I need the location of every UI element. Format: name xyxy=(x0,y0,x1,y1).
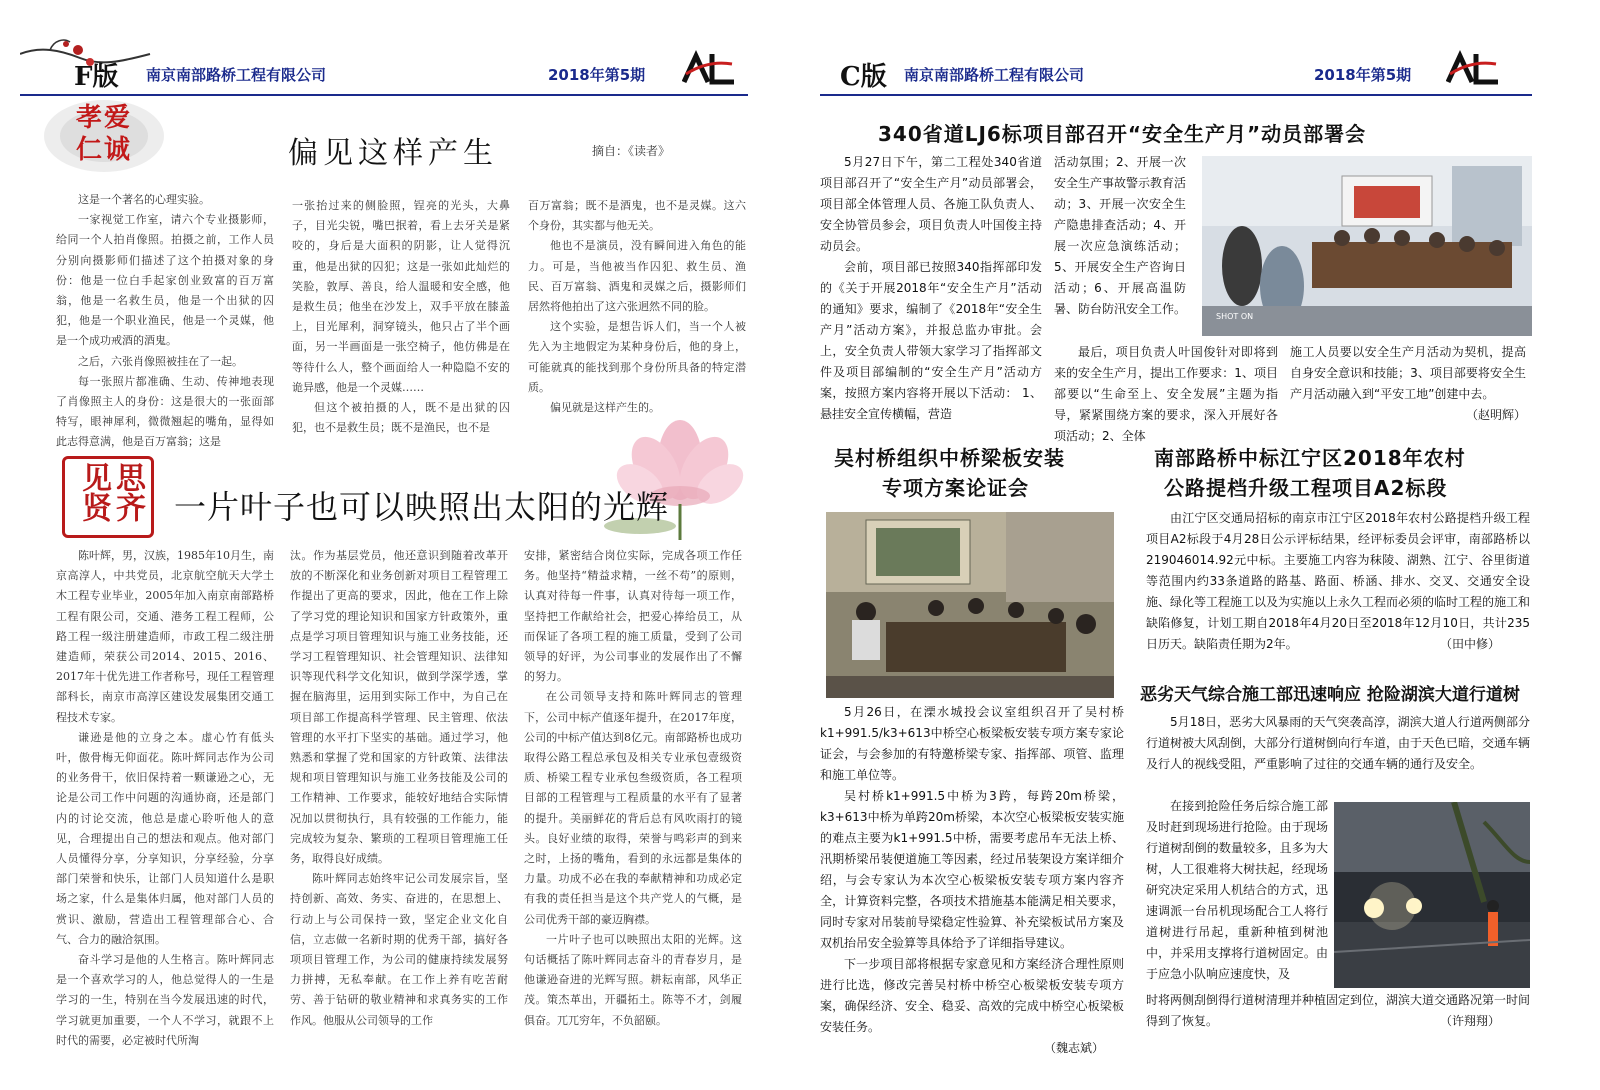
paragraph: 5月27日下午，第二工程处340省道项目部召开了“安全生产月”动员部署会，项目部全体管理人员、各施工队负责人、安全协管员参会，项目负责人叶国俊主持动员会。 xyxy=(820,155,1042,253)
paragraph: 时将两侧刮倒得行道树清理并种植固定到位，湖滨大道交通路况第一时间得到了恢复。 xyxy=(1146,993,1531,1028)
signature: （魏志斌） xyxy=(1043,1041,1104,1055)
paragraph: 这个实验，是想告诉人们，当一个人被先入为主地假定为某种身份后，他的身上，可能就真的能找到那个身份所具备的特定潜质。 xyxy=(528,320,746,394)
article3-body xyxy=(1146,508,1530,655)
article-title: 偏见这样产生 xyxy=(288,136,498,171)
issue-number: 2018年第5期 xyxy=(1314,66,1412,84)
paragraph: 会前，项目部已按照340指挥部印发的《关于开展2018年“安全生产月”活动的通知》要求，编制了《2018年“安全生产月”活动方案》，并报总监办审批。会上，安全负责人带领大家学习了指挥部文件及项目部编制的“安全生产月”活动方案，按照方案内容将开展以下活动： 1、悬挂安全宣传横幅，营造 xyxy=(820,260,1042,421)
article-source: 摘自：《读者》 xyxy=(592,144,671,158)
seal-text: 孝爱仁诚 xyxy=(76,103,133,165)
paragraph: 之后，六张肖像照被挂在了一起。 xyxy=(78,354,243,368)
signature: （赵明辉） xyxy=(1465,408,1526,422)
paragraph: 一家视觉工作室，请六个专业摄影师，给同一个人拍肖像照。拍摄之前，工作人员分别向摄影师们描述了这个拍摄对象的身份：他是一位白手起家创业致富的百万富翁，他是一名救生员，他是一个出狱的囚犯，他是一个职业渔民，他是一个灵媒，他是一个成功戒酒的酒鬼。 xyxy=(56,213,274,348)
paragraph: 在接到抢险任务后综合施工部及时赶到现场进行抢险。由于现场行道树刮倒的数量较多，且多为大树，人工很难将大树扶起，经现场研究决定采用人机结合的方式，迅速调派一台吊机现场配合工人将行道树进行吊起，重新种植到树池中，并采用支撑将行道树固定。由于应急小队响应速度快，及 xyxy=(1146,799,1328,981)
paragraph: 最后，项目负责人叶国俊针对即将到来的安全生产月，提出工作要求：1、项目部要以“生命至上、安全发展”主题为指导，紧紧围绕方案的要求，深入开展好各项活动；2、全体 xyxy=(1054,345,1278,443)
paragraph: 陈叶辉同志始终牢记公司发展宗旨，坚持创新、高效、务实、奋进的，在思想上、行动上与公司保持一致，坚定企业文化自信，立志做一名新时期的优秀干部，搞好各项项目管理工作，为公司的健康持续发展努力拼搏，无私奉献。在工作上养有吃苦耐劳、善于钻研的敬业精神和求真务实的工作作风。他服从公司领导的工作 xyxy=(290,872,508,1027)
article2-column-2 xyxy=(290,546,508,1031)
article-title: 340省道LJ6标项目部召开“安全生产月”动员部署会 xyxy=(878,122,1367,146)
paragraph: 5月26日，在溧水城投会议室组织召开了吴村桥k1+991.5/k3+613中桥空心板梁板安装专项方案专家论证会，与会参加的有特邀桥梁专家、指挥部、项管、监理和施工单位等。 xyxy=(820,705,1124,782)
article-title: 恶劣天气综合施工部迅速响应 抢险湖滨大道行道树 xyxy=(1140,685,1520,705)
paragraph: 由江宁区交通局招标的南京市江宁区2018年农村公路提档升级工程项目A2标段于4月28日公示评标结果，经评标委员会评审，南部路桥以219046014.92元中标。主要施工内容为秣陵、湖熟、江宁、谷里街道等范围内约33条道路的路基、路面、桥涵、排水、交叉、交通安全设施、绿化等工程施工以及为实施以上永久工程而必须的临时工程的施工和缺陷修复，计划工期自2018年4月20日至2018年12月10日，共计235日历天。缺陷责任期为2年。 xyxy=(1146,511,1531,651)
night-rescue-photo xyxy=(1334,802,1530,988)
paragraph: 5月18日，恶劣大风暴雨的天气突袭高淳，湖滨大道人行道两侧部分行道树被大风刮倒，大部分行道树倒向行车道，由于天色已暗，交通车辆及行人的视线受阻，严重影响了过往的交通车辆的通行及安全。 xyxy=(1146,715,1531,771)
paragraph: 在公司领导支持和陈叶辉同志的管理下，公司中标产值逐年提升，在2017年度，公司的中标产值达到8亿元。南部路桥也成功取得公路工程总承包及相关专业承包壹级资质、桥梁工程专业承包叁级资质，各工程项目部的工程管理与工程质量的水平有了显著的提升。美丽鲜花的背后总有风吹雨打的镜头。良好业绩的取得，荣誉与鸣彩声的到来之时，上扬的嘴角，看到的永远都是集体的力量。功成不必在我的奉献精神和功成必定有我的责任担当是这个共产党人的气概，是公司优秀干部的豪迈胸襟。 xyxy=(524,690,742,926)
seal-text: 思齐见贤 xyxy=(76,462,145,522)
article1-column-1 xyxy=(820,152,1042,425)
seal-si-qi-jian-xian xyxy=(62,456,154,538)
paragraph: 下一步项目部将根据专家意见和方案经济合理性原则进行比选，修改完善吴村桥中桥空心板梁板安装专项方案，确保经济、安全、稳妥、高效的完成中桥空心板梁板安装任务。 xyxy=(820,957,1124,1034)
paragraph: 但这个被拍摄的人，既不是出狱的囚犯，也不是救生员；既不是渔民，也不是 xyxy=(292,401,510,435)
signature: （田中修） xyxy=(1439,637,1500,651)
company-logo xyxy=(1446,50,1500,86)
photo-watermark: SHOT ON xyxy=(1216,312,1254,321)
left-page xyxy=(0,0,770,1090)
paragraph: 吴村桥k1+991.5中桥为3跨，每跨20m桥梁，k3+613中桥为单跨20m桥梁，本次空心板梁板安装实施的难点主要为k1+991.5中桥，需要考虑吊车无法上桥、汛期桥梁吊装便道施工等因素，经过吊装架设方案详细介绍，与会专家认为本次空心板梁板安装专项方案内容齐全，计算资料完整，各项技术措施基本能满足相关要求，同时专家对吊装前导梁稳定性验算、补充梁板试吊方案及双机抬吊安全验算等具体给予了详细指导建议。 xyxy=(820,789,1124,950)
article1-column-3 xyxy=(528,196,746,418)
article2-body xyxy=(820,702,1124,1059)
paragraph: 他也不是演员，没有瞬间进入角色的能力。可是，当他被当作囚犯、救生员、渔民、百万富翁、酒鬼和灵媒之后，摄影师们居然将他拍出了这六张迥然不同的脸。 xyxy=(528,239,746,314)
article1-column-3 xyxy=(1290,342,1526,426)
article1-column-1 xyxy=(56,190,274,453)
article-title: 一片叶子也可以映照出太阳的光辉 xyxy=(174,488,670,526)
article4-body xyxy=(1146,796,1328,985)
paragraph: 陈叶辉，男，汉族，1985年10月生，南京高淳人，中共党员，北京航空航天大学土木工程专业毕业，2005年加入南京南部路桥工程有限公司，交通、港务工程工程师，公路工程一级注册建造师，市政工程二级注册建造师，荣获公司2014、2015、2016、2017年十优先进工作者称号，现任工程管理部科长，南京市高淳区建设发展集团交通工程技术专家。 xyxy=(56,549,274,724)
article4-tail xyxy=(1146,990,1530,1032)
article4-intro xyxy=(1146,712,1530,775)
paragraph: 安排，紧密结合岗位实际，完成各项工作任务。他坚持“精益求精，一丝不苟”的原则，认真对待每一件事，认真对待每一项工作，坚持把工作献给社会，把爱心捧给员工，从而保证了各项工程的施工质量，受到了公司领导的好评，为公司事业的发展作出了不懈的努力。 xyxy=(524,549,742,684)
article-title-line2: 公路提档升级工程项目A2标段 xyxy=(1164,476,1448,500)
article-title-line1: 南部路桥中标江宁区2018年农村 xyxy=(1154,446,1466,470)
meeting-photo-safety xyxy=(1202,156,1532,336)
paragraph: 偏见就是这样产生的。 xyxy=(550,401,660,415)
article-title-line1: 吴村桥组织中桥梁板安装 xyxy=(834,446,1065,470)
paragraph: 一张抬过来的侧脸照，锃亮的光头，大鼻子，目光尖锐，嘴巴抿着，看上去牙关是紧咬的，身后是大面积的阴影，让人觉得沉重，他是出狱的囚犯；这是一张如此灿烂的笑脸，敦厚、善良，给人温暖和安全感，他是救生员；他坐在沙发上，双手平放在膝盖上，目光犀利，洞穿镜头，他只占了半个画面，另一半画面是一张空椅子，他仿佛是在等待什么人，整个画面给人一种隐隐不安的诡异感，他是一个灵媒…… xyxy=(292,199,510,394)
article-title-line2: 专项方案论证会 xyxy=(882,476,1029,500)
paragraph: 谦逊是他的立身之本。虚心竹有低头叶，傲骨梅无仰面花。陈叶辉同志作为公司的业务骨干，依旧保持着一颗谦逊之心，无论是公司工作中问题的沟通协商，还是部门内的讨论交流，他总是虚心聆听他人的意见，合理提出自己的想法和观点。他对部门人员懂得分享，分享知识，分享经验，分享部门荣誉和快乐，让部门人员知道什么是职场之家，什么是集体归属，他对部门人员的赏识、激励，营造出工程管理部合心、合气、合力的融洽氛围。 xyxy=(56,730,274,946)
article1-column-2 xyxy=(1054,152,1186,320)
paragraph: 这是一个著名的心理实验。 xyxy=(78,193,210,206)
company-logo xyxy=(682,50,736,86)
paragraph: 施工人员要以安全生产月活动为契机，提高自身安全意识和技能；3、项目部要将安全生产月活动融入到“平安工地”创建中去。 xyxy=(1290,345,1526,401)
issue-number: 2018年第5期 xyxy=(548,66,646,84)
paragraph: 一片叶子也可以映照出太阳的光辉。这句话概括了陈叶辉同志奋斗的青春岁月，是他谦逊奋进的光辉写照。耕耘南部，风华正茂。策杰革出，开疆拓土。陈等不才，剑履俱奋。兀兀穷年，不负韶颐。 xyxy=(524,932,742,1027)
company-name: 南京南部路桥工程有限公司 xyxy=(904,66,1085,84)
company-name: 南京南部路桥工程有限公司 xyxy=(146,66,327,84)
edition-label: F版 xyxy=(74,62,119,92)
seal-xiao-ai-ren-cheng xyxy=(40,96,168,176)
article2-column-1 xyxy=(56,546,274,1051)
signature: （许翔翔） xyxy=(1439,1014,1500,1028)
paragraph: 汰。作为基层党员，他还意识到随着改革开放的不断深化和业务创新对项目工程管理工作提出了更高的要求，因此，他在工作上除了学习党的理论知识和国家方针政策外，重点是学习项目管理知识与施工业务技能，还学习工程管理知识、社会管理知识、法律知识等现代科学文化知识，做到学深学透，掌握在脑海里，运用到实际工作中，为自己在项目部工作提高科学管理、民主管理、依法管理的水平打下坚实的基础。通过学习，他熟悉和掌握了党和国家的方针政策、法律法规和项目管理知识与施工业务技能及公司的工作精神、工作要求，能较好地结合实际情况加以贯彻执行，具有较强的工作能力，能完成较为复杂、繁琐的工程项目管理施工任务，取得良好成绩。 xyxy=(290,549,508,866)
right-header-rule xyxy=(820,94,1532,96)
meeting-photo-bridge xyxy=(826,512,1114,698)
article2-column-3 xyxy=(524,546,742,1031)
article1-column-2b xyxy=(1054,342,1278,447)
paragraph: 奋斗学习是他的人生格言。陈叶辉同志是一个喜欢学习的人，他总觉得人的一生是学习的一生，特别在当今发展迅速的时代，学习就更加重要，一个人不学习，就跟不上时代的需要，必定被时代所淘 xyxy=(56,953,274,1047)
paragraph: 百万富翁；既不是酒鬼，也不是灵媒。这六个身份，其实都与他无关。 xyxy=(528,199,746,233)
right-page xyxy=(800,0,1600,1090)
paragraph: 每一张照片都准确、生动、传神地表现了肖像照主人的身份：这是很大的一张面部特写，眼神犀利，微微翘起的嘴角，显得如此志得意满，他是百万富翁；这是 xyxy=(56,374,274,449)
article1-column-2 xyxy=(292,196,510,438)
paragraph: 活动氛围；2、开展一次安全生产事故警示教育活动；3、开展一次安全生产隐患排查活动；4、开展一次应急演练活动；5、开展安全生产咨询日活动；6、开展高温防暑、防台防汛安全工作。 xyxy=(1054,155,1187,316)
edition-label: C版 xyxy=(840,62,887,92)
